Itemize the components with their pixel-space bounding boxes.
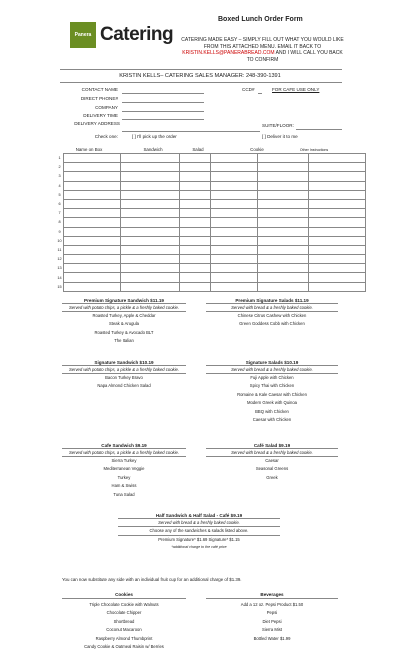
grid-cell[interactable] bbox=[121, 181, 180, 190]
cafe-use-label: FOR CAFE USE ONLY bbox=[272, 87, 320, 92]
grid-cell[interactable] bbox=[211, 209, 258, 218]
grid-cell[interactable] bbox=[180, 282, 211, 291]
menu-item[interactable]: Bacon Turkey Bravo bbox=[105, 375, 143, 380]
grid-cell[interactable] bbox=[211, 154, 258, 163]
grid-cell[interactable] bbox=[258, 255, 309, 264]
note-text-2: AND I WILL CALL YOU BACK TO CONFIRM bbox=[246, 50, 343, 63]
grid-cell[interactable] bbox=[309, 227, 366, 236]
menu-item[interactable]: Napa Almond Chicken Salad bbox=[97, 383, 151, 389]
grid-row bbox=[56, 199, 366, 208]
cafe-salad-sub: Served with bread & a freshly baked cookie. bbox=[206, 448, 338, 457]
premium-salads-title: Premium Signature Salads $11.19 bbox=[235, 298, 309, 303]
grid-cell[interactable] bbox=[258, 218, 309, 227]
grid-cell[interactable] bbox=[258, 199, 309, 208]
grid-row bbox=[56, 273, 366, 282]
note-text: CATERING MADE EASY – SIMPLY FILL OUT WHAT YOU WOULD LIKE FROM THIS ATTACHED MENU. EMAIL IT BACK TO bbox=[181, 37, 344, 50]
menu-item[interactable]: Roasted Turkey & Avocado BLT bbox=[94, 329, 154, 335]
grid-row bbox=[56, 255, 366, 264]
menu-item[interactable]: Greek bbox=[266, 474, 278, 480]
menu-item[interactable]: Pepsi bbox=[266, 610, 278, 616]
grid-cell[interactable] bbox=[309, 264, 366, 273]
divider bbox=[60, 82, 342, 83]
grid-cell[interactable] bbox=[258, 154, 309, 163]
grid-cell[interactable] bbox=[211, 190, 258, 199]
col-salad: Salad bbox=[192, 147, 204, 152]
panera-logo: Panera BREAD bbox=[70, 22, 96, 48]
grid-cell[interactable] bbox=[211, 236, 258, 245]
row-number: 4 bbox=[56, 181, 64, 190]
grid-cell[interactable] bbox=[309, 273, 366, 282]
grid-cell[interactable] bbox=[211, 199, 258, 208]
row-number: 5 bbox=[56, 190, 64, 199]
grid-cell[interactable] bbox=[180, 163, 211, 172]
menu-item[interactable]: Mediterranean Veggie bbox=[103, 466, 145, 472]
menu-item[interactable]: Ham & Swiss bbox=[111, 483, 137, 489]
menu-item[interactable]: Romaine & Kale Caesar with Chicken bbox=[237, 391, 307, 397]
grid-cell[interactable] bbox=[211, 273, 258, 282]
delivery-time-label: DELIVERY TIME bbox=[83, 113, 118, 118]
grid-cell[interactable] bbox=[121, 190, 180, 199]
grid-cell[interactable] bbox=[64, 273, 121, 282]
menu-item[interactable]: Modern Greek with Quinoa bbox=[246, 400, 298, 406]
menu-item[interactable]: Chinese Citrus Cashew with Chicken bbox=[237, 313, 307, 318]
grid-cell[interactable] bbox=[309, 199, 366, 208]
grid-cell[interactable] bbox=[64, 199, 121, 208]
substitute-note: You can now substitute any side with an individual fruit cup for an additional charge of $1.39. bbox=[62, 577, 242, 582]
grid-cell[interactable] bbox=[64, 181, 121, 190]
row-number: 15 bbox=[56, 282, 64, 291]
grid-row bbox=[56, 190, 366, 199]
email-link[interactable]: KRISTIN.KELLS@PANERABREAD.COM bbox=[182, 50, 275, 56]
grid-cell[interactable] bbox=[64, 255, 121, 264]
grid-row bbox=[56, 227, 366, 236]
premium-sandwich-title: Premium Signature Sandwich $11.19 bbox=[84, 298, 164, 303]
grid-cell[interactable] bbox=[258, 190, 309, 199]
contact-banner: KRISTIN KELLS– CATERING SALES MANAGER: 248-390-1391 bbox=[119, 73, 281, 79]
grid-cell[interactable] bbox=[180, 245, 211, 254]
menu-item[interactable]: BBQ with Chicken bbox=[255, 408, 289, 414]
pickup-option[interactable]: [ ] I'll pick up the order bbox=[132, 134, 177, 139]
grid-cell[interactable] bbox=[121, 282, 180, 291]
grid-cell[interactable] bbox=[258, 264, 309, 273]
grid-row bbox=[56, 172, 366, 181]
cookies-title: Cookies bbox=[62, 592, 186, 599]
grid-cell[interactable] bbox=[121, 218, 180, 227]
form-title: Boxed Lunch Order Form bbox=[218, 16, 303, 23]
instructions-note bbox=[180, 37, 345, 63]
half-half-prices: Premium Signature* $1.69 Signature* $1.15 bbox=[158, 537, 240, 543]
grid-cell[interactable] bbox=[64, 227, 121, 236]
row-number: 11 bbox=[56, 245, 64, 254]
ccd-field[interactable] bbox=[258, 86, 262, 94]
grid-cell[interactable] bbox=[258, 282, 309, 291]
row-number: 14 bbox=[56, 273, 64, 282]
grid-cell[interactable] bbox=[309, 236, 366, 245]
row-number: 9 bbox=[56, 227, 64, 236]
grid-cell[interactable] bbox=[309, 245, 366, 254]
check-one-label: Check one: bbox=[94, 134, 118, 139]
menu-item[interactable]: Triple Chocolate Cookie with Walnuts bbox=[89, 602, 159, 607]
grid-cell[interactable] bbox=[258, 209, 309, 218]
grid-cell[interactable] bbox=[121, 172, 180, 181]
grid-cell[interactable] bbox=[64, 245, 121, 254]
grid-row bbox=[56, 264, 366, 273]
signature-salads-title: Signature Salads $10.19 bbox=[245, 360, 299, 365]
cafe-sandwich-title: Cafe Sandwich $9.19 bbox=[101, 443, 147, 448]
cafe-sandwich-sub: Served with potato chips, a pickle & a freshly baked cookie. bbox=[62, 448, 186, 457]
menu-item[interactable]: Roasted Turkey, Apple & Cheddar bbox=[92, 313, 156, 318]
grid-cell[interactable] bbox=[180, 273, 211, 282]
menu-item[interactable]: Fuji Apple with Chicken bbox=[250, 375, 294, 380]
grid-cell[interactable] bbox=[309, 154, 366, 163]
grid-cell[interactable] bbox=[64, 282, 121, 291]
grid-cell[interactable] bbox=[211, 264, 258, 273]
grid-cell[interactable] bbox=[211, 181, 258, 190]
grid-row bbox=[56, 163, 366, 172]
grid-cell[interactable] bbox=[180, 172, 211, 181]
beverages-section bbox=[206, 592, 338, 643]
grid-cell[interactable] bbox=[211, 218, 258, 227]
menu-item[interactable]: Caesar bbox=[265, 458, 279, 463]
row-number: 6 bbox=[56, 199, 64, 208]
grid-row bbox=[56, 209, 366, 218]
cookies-section bbox=[62, 592, 186, 651]
menu-item[interactable]: Chocolate Chipper bbox=[106, 610, 142, 616]
grid-cell[interactable] bbox=[180, 227, 211, 236]
menu-item[interactable]: Sierra Mist bbox=[261, 627, 282, 633]
row-number: 10 bbox=[56, 236, 64, 245]
cafe-sandwich-section bbox=[62, 443, 186, 499]
deliver-option[interactable]: [ ] Deliver it to me bbox=[262, 134, 298, 139]
half-half-section bbox=[118, 513, 280, 549]
menu-item[interactable]: Steak & Arugula bbox=[108, 321, 140, 327]
grid-cell[interactable] bbox=[180, 190, 211, 199]
grid-cell[interactable] bbox=[121, 236, 180, 245]
grid-cell[interactable] bbox=[211, 282, 258, 291]
menu-item[interactable]: Candy Cookie & Oatmeal Raisin w/ Berries bbox=[84, 644, 164, 650]
grid-cell[interactable] bbox=[64, 154, 121, 163]
premium-sandwich-section bbox=[62, 298, 186, 346]
row-number: 13 bbox=[56, 264, 64, 273]
grid-cell[interactable] bbox=[309, 190, 366, 199]
grid-cell[interactable] bbox=[180, 199, 211, 208]
grid-cell[interactable] bbox=[258, 227, 309, 236]
grid-row bbox=[56, 245, 366, 254]
grid-cell[interactable] bbox=[64, 218, 121, 227]
suite-label: SUITE/FLOOR: bbox=[262, 123, 294, 128]
signature-sandwich-sub: Served with potato chips, a pickle & a freshly baked cookie. bbox=[62, 365, 186, 374]
delivery-time-field[interactable] bbox=[122, 112, 204, 120]
menu-item[interactable]: Add a 12 oz. Pepsi Product $1.50 bbox=[240, 602, 304, 607]
menu-item[interactable]: Shortbread bbox=[113, 618, 135, 624]
row-number: 8 bbox=[56, 218, 64, 227]
half-half-sub: Served with bread & a freshly baked cookie. bbox=[118, 518, 280, 527]
grid-cell[interactable] bbox=[309, 181, 366, 190]
col-cookie: Cookie bbox=[250, 147, 264, 152]
grid-cell[interactable] bbox=[309, 255, 366, 264]
direct-phone-label: DIRECT PHONE# bbox=[80, 96, 118, 101]
grid-cell[interactable] bbox=[258, 245, 309, 254]
grid-cell[interactable] bbox=[211, 172, 258, 181]
signature-sandwich-title: Signature Sandwich $10.19 bbox=[94, 360, 154, 365]
grid-cell[interactable] bbox=[121, 264, 180, 273]
grid-row bbox=[56, 218, 366, 227]
grid-cell[interactable] bbox=[121, 227, 180, 236]
grid-cell[interactable] bbox=[121, 163, 180, 172]
menu-item[interactable]: Tuna Salad bbox=[113, 491, 135, 497]
grid-cell[interactable] bbox=[258, 172, 309, 181]
grid-cell[interactable] bbox=[309, 209, 366, 218]
grid-cell[interactable] bbox=[309, 172, 366, 181]
grid-cell[interactable] bbox=[211, 245, 258, 254]
menu-item[interactable]: Seasonal Greens bbox=[255, 466, 289, 472]
premium-salads-section bbox=[206, 298, 338, 329]
menu-item[interactable]: Diet Pepsi bbox=[262, 618, 282, 624]
cafe-salad-section bbox=[206, 443, 338, 482]
delivery-address-field[interactable] bbox=[122, 124, 260, 132]
grid-cell[interactable] bbox=[121, 154, 180, 163]
divider bbox=[60, 69, 342, 70]
grid-cell[interactable] bbox=[180, 255, 211, 264]
grid-cell[interactable] bbox=[64, 163, 121, 172]
menu-item[interactable]: Caesar with Chicken bbox=[252, 417, 292, 423]
menu-item[interactable]: Turkey bbox=[117, 474, 131, 480]
grid-row bbox=[56, 282, 366, 291]
delivery-address-label: DELIVERY ADDRESS bbox=[74, 121, 120, 126]
signature-sandwich-section bbox=[62, 360, 186, 391]
row-number: 2 bbox=[56, 163, 64, 172]
direct-phone-field[interactable] bbox=[122, 95, 204, 103]
premium-sandwich-sub: Served with potato chips, a pickle & a freshly baked cookie. bbox=[62, 303, 186, 312]
grid-cell[interactable] bbox=[211, 163, 258, 172]
menu-item[interactable]: Raspberry Almond Thumbprint bbox=[95, 635, 153, 641]
grid-cell[interactable] bbox=[211, 227, 258, 236]
company-field[interactable] bbox=[122, 104, 204, 112]
signature-salads-sub: Served with bread & a freshly baked cookie. bbox=[206, 365, 338, 374]
grid-cell[interactable] bbox=[121, 245, 180, 254]
grid-cell[interactable] bbox=[64, 236, 121, 245]
menu-item[interactable]: Coconut Macaroon bbox=[106, 627, 142, 633]
menu-item[interactable]: Sierra Turkey bbox=[111, 458, 137, 463]
company-label: COMPANY bbox=[95, 105, 118, 110]
grid-cell[interactable] bbox=[258, 163, 309, 172]
grid-cell[interactable] bbox=[121, 209, 180, 218]
grid-cell[interactable] bbox=[258, 236, 309, 245]
grid-cell[interactable] bbox=[64, 172, 121, 181]
order-grid bbox=[56, 153, 366, 292]
contact-name-label: CONTACT NAME bbox=[81, 87, 118, 92]
grid-cell[interactable] bbox=[180, 154, 211, 163]
grid-cell[interactable] bbox=[309, 282, 366, 291]
menu-item[interactable]: Green Goddess Cobb with Chicken bbox=[239, 321, 305, 327]
ccd-label: CCD# bbox=[242, 87, 255, 92]
suite-field[interactable] bbox=[296, 122, 342, 130]
premium-salads-sub: Served with bread & a freshly baked cookie. bbox=[206, 303, 338, 312]
grid-cell[interactable] bbox=[121, 255, 180, 264]
row-number: 3 bbox=[56, 172, 64, 181]
menu-item[interactable]: Bottled Water $1.99 bbox=[253, 635, 291, 641]
grid-row bbox=[56, 236, 366, 245]
grid-cell[interactable] bbox=[64, 264, 121, 273]
grid-cell[interactable] bbox=[180, 264, 211, 273]
col-name-on-box: Name on Box bbox=[75, 147, 103, 152]
grid-cell[interactable] bbox=[258, 273, 309, 282]
grid-cell[interactable] bbox=[64, 209, 121, 218]
grid-cell[interactable] bbox=[180, 218, 211, 227]
signature-salads-section bbox=[206, 360, 338, 424]
grid-row bbox=[56, 154, 366, 163]
grid-cell[interactable] bbox=[309, 163, 366, 172]
half-half-choose: Choose any of the sandwiches & salads listed above. bbox=[118, 527, 280, 536]
grid-cell[interactable] bbox=[180, 236, 211, 245]
grid-row bbox=[56, 181, 366, 190]
contact-name-field[interactable] bbox=[122, 86, 204, 94]
grid-cell[interactable] bbox=[121, 199, 180, 208]
half-half-title: Half Sandwich & Half Salad - Café $9.19 bbox=[155, 513, 243, 518]
grid-cell[interactable] bbox=[180, 181, 211, 190]
row-number: 7 bbox=[56, 209, 64, 218]
cafe-salad-title: Café Salad $9.19 bbox=[253, 443, 291, 448]
beverages-title: Beverages bbox=[206, 592, 338, 599]
row-number: 12 bbox=[56, 255, 64, 264]
grid-cell[interactable] bbox=[309, 218, 366, 227]
col-other-instructions: Other Instructions bbox=[299, 148, 329, 152]
grid-cell[interactable] bbox=[64, 190, 121, 199]
menu-item[interactable]: The Italian bbox=[114, 338, 134, 344]
grid-cell[interactable] bbox=[258, 181, 309, 190]
grid-cell[interactable] bbox=[121, 273, 180, 282]
row-number: 1 bbox=[56, 154, 64, 163]
half-half-note: *additional charge to the café price bbox=[171, 544, 227, 549]
col-sandwich: Sandwich bbox=[143, 147, 163, 152]
grid-cell[interactable] bbox=[180, 209, 211, 218]
grid-cell[interactable] bbox=[211, 255, 258, 264]
brand-title: Catering bbox=[100, 24, 174, 45]
menu-item[interactable]: Spicy Thai with Chicken bbox=[249, 383, 295, 389]
